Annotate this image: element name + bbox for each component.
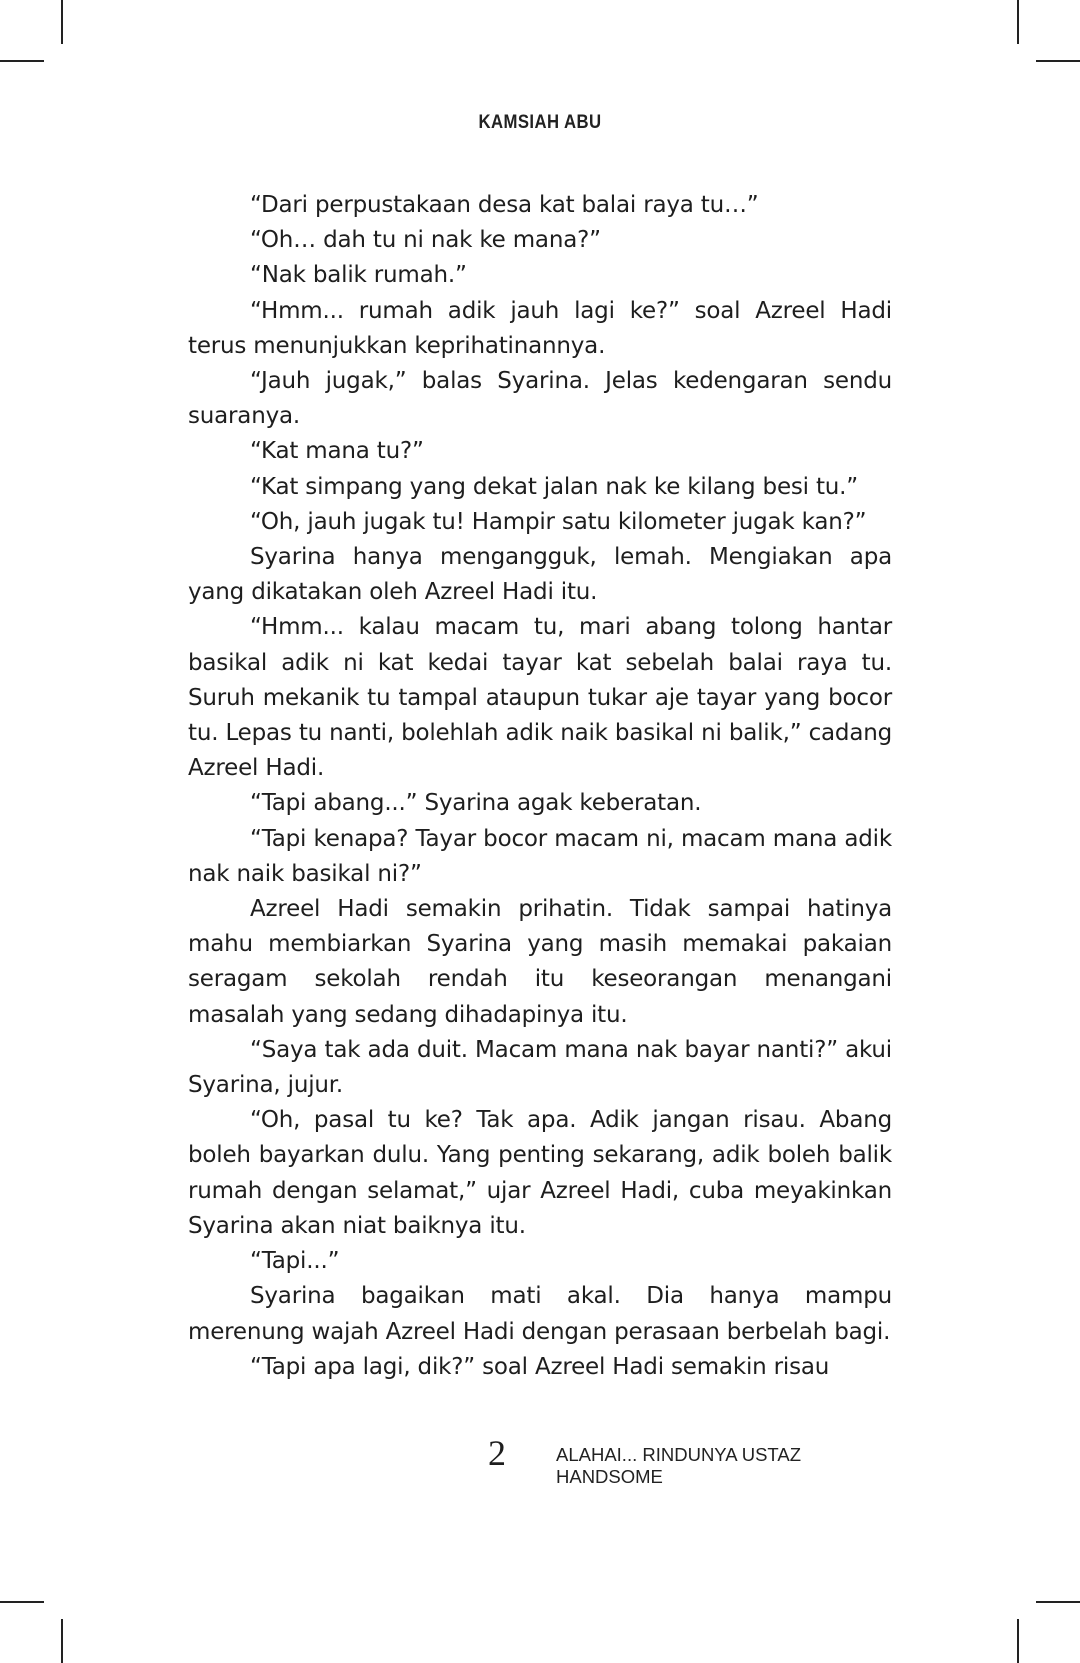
paragraph: “Tapi kenapa? Tayar bocor macam ni, macam mana adik nak naik basikal ni?” [188, 825, 892, 887]
crop-mark-bottom-right-vertical [1017, 1619, 1019, 1663]
crop-mark-bottom-left-vertical [61, 1619, 63, 1663]
book-title-line: HANDSOME [556, 1466, 663, 1487]
paragraph: “Oh, pasal tu ke? Tak apa. Adik jangan risau. Abang boleh bayarkan dulu. Yang penting sekarang, adik boleh balik rumah dengan selamat,” ujar Azreel Hadi, cuba meyakinkan Syarina akan niat baiknya itu. [188, 1107, 892, 1239]
crop-mark-top-right-vertical [1017, 0, 1019, 44]
crop-mark-bottom-left-horizontal [0, 1601, 44, 1603]
paragraph: “Saya tak ada duit. Macam mana nak bayar nanti?” akui Syarina, jujur. [188, 1036, 892, 1099]
paragraph: Azreel Hadi semakin prihatin. Tidak sampai hatinya mahu membiarkan Syarina yang masih memakai pakaian seragam sekolah rendah itu keseorangan menangani masalah yang sedang dihadapinya itu. [188, 896, 892, 1028]
running-foot-book-title [556, 1444, 856, 1488]
paragraph: “Kat simpang yang dekat jalan nak ke kilang besi tu.” [250, 473, 859, 500]
paragraph: “Hmm... kalau macam tu, mari abang tolong hantar basikal adik ni kat kedai tayar kat sebelah balai raya tu. Suruh mekanik tu tampal ataupun tukar aje tayar yang bocor tu. Lepas tu nanti, bolehlah adik naik basikal ni balik,” cadang Azreel Hadi. [188, 614, 892, 782]
paragraph: “Oh, jauh jugak tu! Hampir satu kilometer jugak kan?” [250, 508, 867, 535]
crop-mark-bottom-right-horizontal [1036, 1601, 1080, 1603]
crop-mark-top-left-horizontal [0, 60, 44, 62]
paragraph: “Tapi...” [250, 1248, 340, 1275]
paragraph: “Kat mana tu?” [250, 438, 424, 465]
running-head-author: KAMSIAH ABU [478, 112, 602, 133]
crop-mark-top-left-vertical [61, 0, 63, 44]
paragraph: “Tapi apa lagi, dik?” soal Azreel Hadi semakin risau [250, 1353, 830, 1380]
crop-mark-top-right-horizontal [1036, 60, 1080, 62]
paragraph: “Dari perpustakaan desa kat balai raya tu…” [250, 192, 759, 218]
paragraph: “Tapi abang...” Syarina agak keberatan. [250, 790, 702, 817]
paragraph: “Oh… dah tu ni nak ke mana?” [250, 227, 601, 254]
paragraph: Syarina bagaikan mati akal. Dia hanya mampu merenung wajah Azreel Hadi dengan perasaan berbelah bagi. [188, 1283, 892, 1345]
paragraph: “Jauh jugak,” balas Syarina. Jelas kedengaran sendu suaranya. [188, 368, 892, 430]
paragraph: “Nak balik rumah.” [250, 262, 467, 289]
book-title-line: ALAHAI... RINDUNYA USTAZ [556, 1444, 801, 1465]
paragraph: “Hmm... rumah adik jauh lagi ke?” soal Azreel Hadi terus menunjukkan keprihatinannya. [188, 297, 892, 359]
paragraph: Syarina hanya mengangguk, lemah. Mengiakan apa yang dikatakan oleh Azreel Hadi itu. [188, 544, 892, 606]
page-number: 2 [488, 1433, 506, 1473]
body-text [188, 188, 892, 1385]
